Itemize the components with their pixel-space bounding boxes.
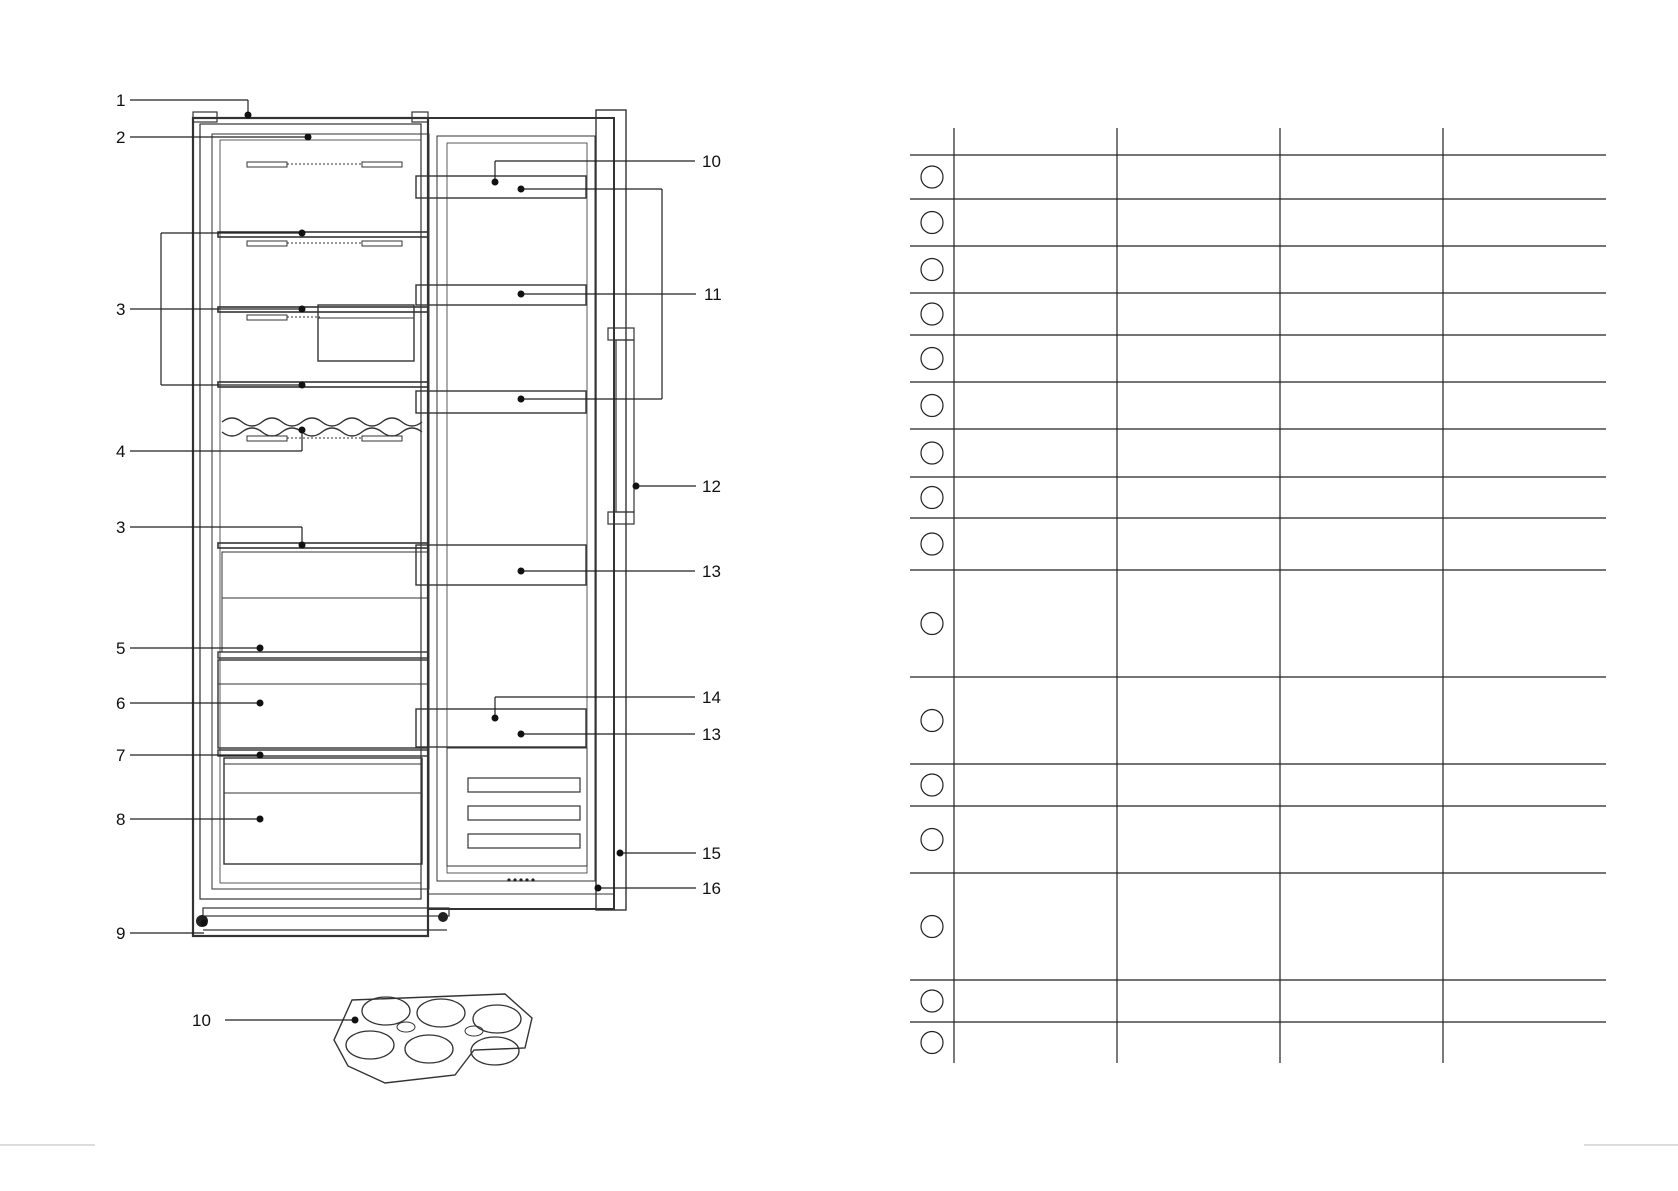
callout-13a: 13 — [702, 562, 721, 581]
row-number-circle — [921, 774, 943, 796]
callout-14: 14 — [702, 688, 721, 707]
callout-3b: 3 — [116, 518, 126, 537]
callout-10: 10 — [702, 152, 721, 171]
row-number-circle — [921, 212, 943, 234]
callout-1: 1 — [116, 91, 126, 110]
callout-12: 12 — [702, 477, 721, 496]
callout-10-tray: 10 — [192, 1011, 211, 1030]
callout-11: 11 — [704, 285, 722, 304]
row-number-circle — [921, 613, 943, 635]
callout-6: 6 — [116, 694, 126, 713]
row-number-circle — [921, 487, 943, 509]
callout-13b: 13 — [702, 725, 721, 744]
row-number-circle — [921, 348, 943, 370]
row-number-circle — [921, 829, 943, 851]
row-number-circle — [921, 442, 943, 464]
fridge-door — [416, 110, 634, 910]
callout-15: 15 — [702, 844, 721, 863]
row-number-circle — [921, 166, 943, 188]
leader-lines — [130, 100, 696, 1024]
callout-9: 9 — [116, 924, 126, 943]
egg-tray — [334, 994, 532, 1083]
row-number-circle — [921, 533, 943, 555]
crisper-area — [218, 552, 428, 864]
row-number-circle — [921, 990, 943, 1012]
fridge-cabinet — [193, 112, 449, 936]
shelf-group — [218, 162, 428, 548]
callout-16: 16 — [702, 879, 721, 898]
callout-8: 8 — [116, 810, 126, 829]
callout-4: 4 — [116, 442, 126, 461]
parts-table — [910, 128, 1606, 1063]
callout-3a: 3 — [116, 300, 126, 319]
callout-7: 7 — [116, 746, 126, 765]
row-number-circle — [921, 1032, 943, 1054]
callout-2: 2 — [116, 128, 126, 147]
row-number-circle — [921, 303, 943, 325]
row-number-circle — [921, 916, 943, 938]
row-number-circle — [921, 259, 943, 281]
row-number-circle — [921, 710, 943, 732]
callout-5: 5 — [116, 639, 126, 658]
row-number-circle — [921, 395, 943, 417]
